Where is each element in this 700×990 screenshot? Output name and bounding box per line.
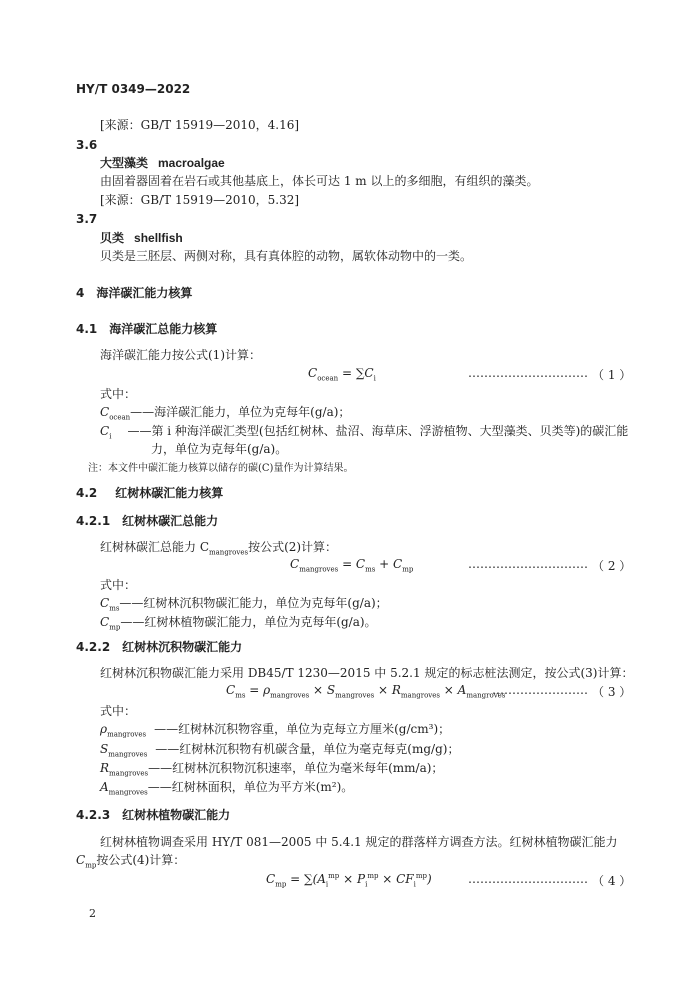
variable-definition: $C_{ocean}——$海洋碳汇能力，单位为克每年(g/a)； (100, 405, 351, 422)
section-title: 海洋碳汇总能力核算 (109, 322, 218, 336)
note: 注：本文件中碳汇能力核算以储存的碳(C)量作为计算结果。 (88, 463, 354, 474)
formula-4: $C_{mp} = \sum(A_i^{mp} \times P_i^{mp} \times CF_i^{mp})$ (266, 872, 432, 889)
subsection-title: 红树林沉积物碳汇能力 (122, 640, 243, 654)
section-heading (76, 320, 217, 337)
paragraph: 红树林碳汇总能力 $C_{mangroves}$按公式(2)计算： (100, 540, 338, 557)
paragraph: 海洋碳汇能力按公式(1)计算： (100, 348, 261, 362)
equation-number: （ 2 ） (592, 559, 632, 573)
variable-definition: $A_{mangroves}——$红树林面积，单位为平方米(m²)。 (100, 780, 354, 797)
term-en: shellfish (134, 231, 183, 245)
formula-1: $C_{ocean} = \sum C_i$ (308, 366, 376, 383)
subsection-number: 4.2.3 (76, 808, 111, 822)
equation-number: （ 1 ） (592, 368, 632, 382)
term-heading (100, 229, 183, 246)
variable-definition: $\rho_{mangroves}$ ——红树林沉积物容重，单位为克每立方厘米(g/cm³)； (100, 722, 451, 739)
paragraph-cont: $C_{mp}$按公式(4)计算： (76, 853, 186, 870)
subsection-number: 4.2.2 (76, 640, 111, 654)
term-definition: 贝类是三胚层、两侧对称，具有真体腔的动物，属软体动物中的一类。 (100, 249, 473, 263)
subsection-heading (76, 806, 230, 823)
variable-definition: $C_i$ ——第 i 种海洋碳汇类型(包括红树林、盐沼、海草床、浮游植物、大型藻类、贝类等)的碳汇能 (100, 424, 629, 441)
subsection-number: 4.2.1 (76, 514, 111, 528)
where-label: 式中： (100, 704, 137, 718)
paragraph: 红树林植物调查采用 HY/T 081—2005 中 5.4.1 规定的群落样方调查方法。红树林植物碳汇能力 (100, 835, 618, 849)
variable-definition: $S_{mangroves}$ ——红树林沉积物有机碳含量，单位为毫克每克(mg/g)； (100, 742, 460, 759)
equation-number: （ 3 ） (592, 685, 632, 699)
where-label: 式中： (100, 387, 137, 401)
formula-3: $C_{ms} = \rho_{mangroves} \times S_{mangroves} \times R_{mangroves} \times A_{mangroves}$ (226, 683, 506, 700)
leader-dots: …………………… (492, 683, 588, 697)
leader-dots: ………………………… (468, 366, 588, 380)
subsection-heading (76, 638, 242, 655)
section-number: 4.2 (76, 486, 98, 500)
chapter-number: 4 (76, 286, 85, 300)
variable-definition-cont: 力，单位为克每年(g/a)。 (151, 442, 288, 456)
section-title: 红树林碳汇能力核算 (115, 486, 224, 500)
clause-number: 3.6 (76, 138, 98, 152)
term-definition: 由固着器固着在岩石或其他基底上，体长可达 1 m 以上的多细胞，有组织的藻类。 (100, 174, 539, 188)
chapter-heading (76, 284, 192, 301)
page-number: 2 (89, 907, 96, 920)
term-heading (100, 154, 225, 171)
subsection-title: 红树林植物碳汇能力 (122, 808, 231, 822)
chapter-title: 海洋碳汇能力核算 (96, 286, 193, 300)
leader-dots: ………………………… (468, 557, 588, 571)
term-zh: 贝类 (100, 231, 125, 245)
section-number: 4.1 (76, 322, 98, 336)
term-zh: 大型藻类 (100, 156, 149, 170)
clause-number: 3.7 (76, 212, 98, 226)
equation-number: （ 4 ） (592, 874, 632, 888)
variable-definition: $C_{ms}——$红树林沉积物碳汇能力，单位为克每年(g/a)； (100, 596, 388, 613)
variable-definition: $R_{mangroves}——$红树林沉积物沉积速率，单位为毫米每年(mm/a)； (100, 761, 444, 778)
subsection-title: 红树林碳汇总能力 (122, 514, 219, 528)
where-label: 式中： (100, 578, 137, 592)
source-citation: [来源：GB/T 15919—2010，5.32] (100, 193, 300, 207)
formula-2: $C_{mangroves} = C_{ms} + C_{mp}$ (290, 557, 414, 574)
subsection-heading (76, 512, 218, 529)
variable-definition: $C_{mp}——$红树林植物碳汇能力，单位为克每年(g/a)。 (100, 615, 377, 632)
section-heading (76, 484, 223, 501)
leader-dots: ………………………… (468, 872, 588, 886)
term-en: macroalgae (158, 156, 225, 170)
paragraph: 红树林沉积物碳汇能力采用 DB45/T 1230—2015 中 5.2.1 规定的标志桩法测定，按公式(3)计算： (100, 666, 634, 680)
source-citation: [来源：GB/T 15919—2010，4.16] (100, 118, 300, 132)
doc-number-header: HY/T 0349—2022 (76, 82, 191, 96)
